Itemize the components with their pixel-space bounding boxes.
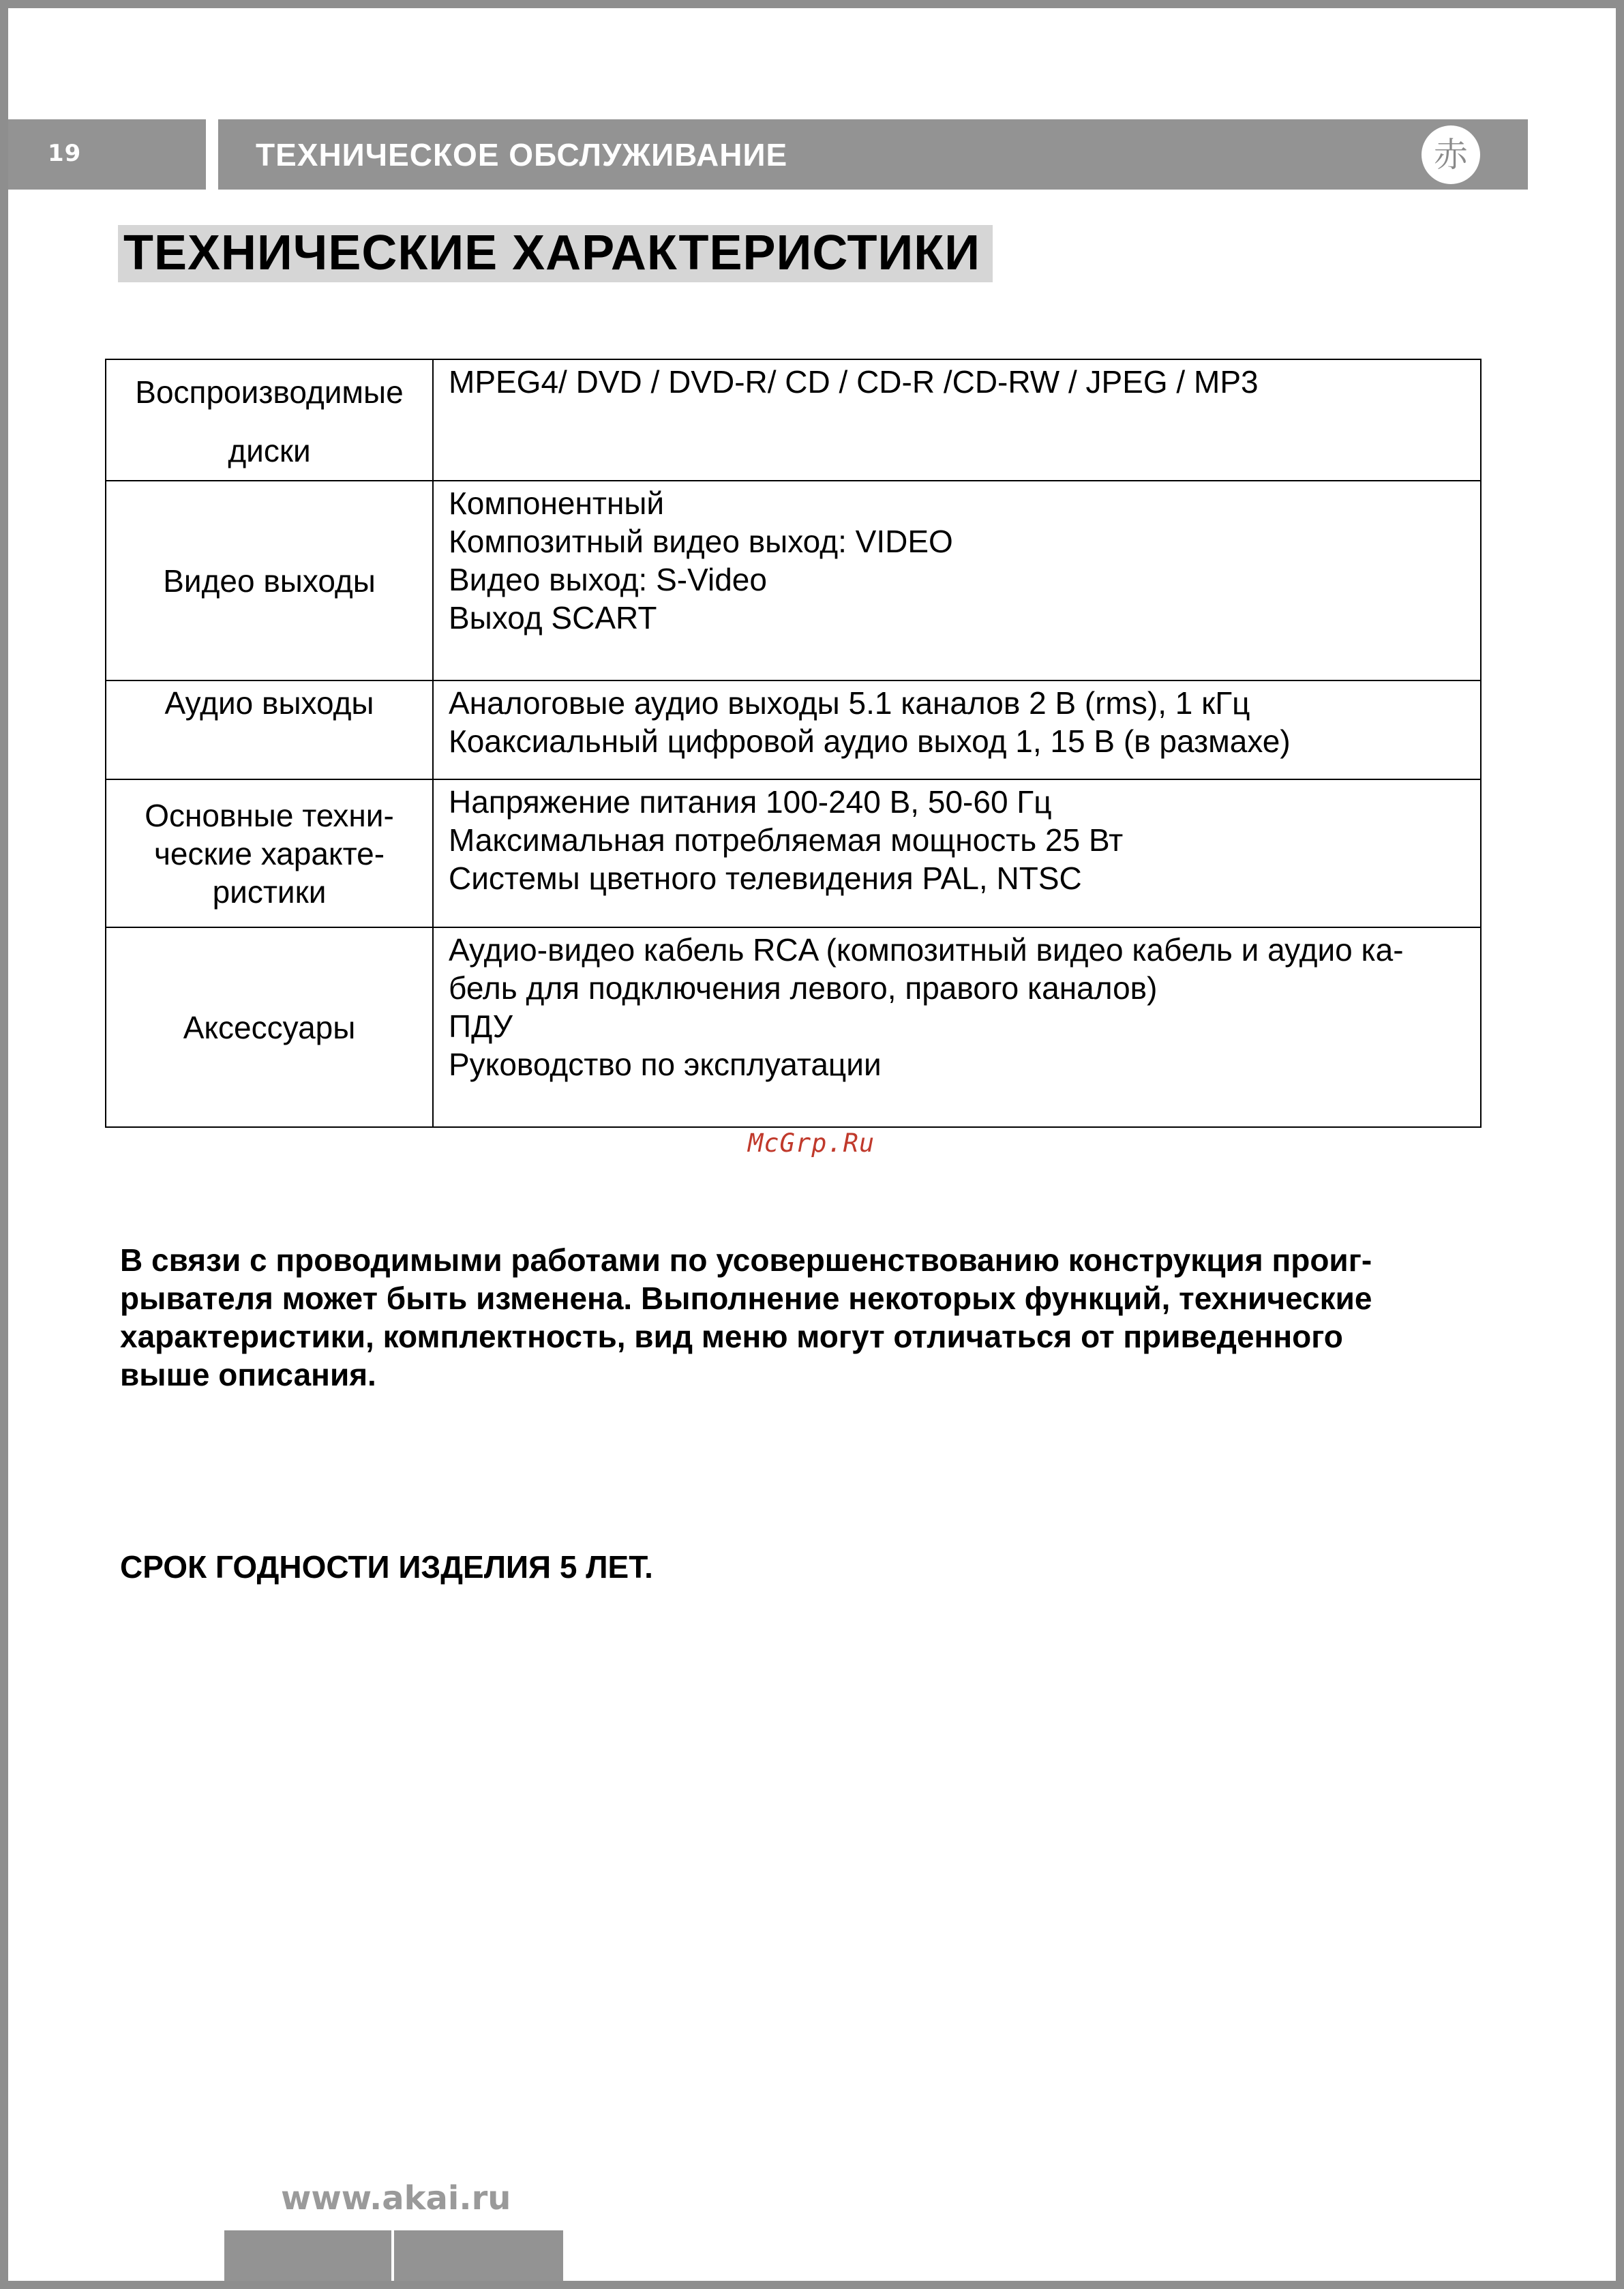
- spec-value-line: Аудио-видео кабель RCA (композитный видео кабель и аудио ка-: [449, 932, 1404, 968]
- notice-paragraph: [120, 1241, 1477, 1394]
- page-number-block: [8, 119, 206, 190]
- spec-value-line: Аналоговые аудио выходы 5.1 каналов 2 В (rms), 1 кГц: [449, 685, 1250, 721]
- spec-label-line: Аудио выходы: [164, 685, 374, 721]
- spec-label-line: Воспроизводимые: [135, 374, 404, 410]
- notice-line: характеристики, комплектность, вид меню могут отличаться от приведенного: [120, 1319, 1343, 1354]
- spec-value-line: Системы цветного телевидения PAL, NTSC: [449, 861, 1082, 896]
- spec-value-line: Компонентный: [449, 485, 665, 521]
- spec-value: [433, 359, 1481, 481]
- spec-label: [106, 779, 433, 927]
- brand-logo-glyph: 赤: [1434, 135, 1468, 175]
- notice-line: В связи с проводимыми работами по усовершенствованию конструкция проиг-: [120, 1242, 1372, 1278]
- page-number: 19: [48, 140, 82, 167]
- spec-value-line: Напряжение питания 100-240 В, 50-60 Гц: [449, 784, 1052, 820]
- spec-row: [106, 779, 1481, 927]
- spec-row: [106, 359, 1481, 481]
- spec-row: [106, 680, 1481, 779]
- notice-line: выше описания.: [120, 1357, 376, 1392]
- spec-value: [433, 481, 1481, 680]
- spec-label-line: Основные техни-: [145, 797, 394, 833]
- spec-label: [106, 359, 433, 481]
- spec-label-line: ческие характе-: [153, 835, 385, 871]
- spec-value: [433, 779, 1481, 927]
- spec-label-line: диски: [228, 433, 311, 468]
- spec-value: [433, 927, 1481, 1127]
- spec-table: [105, 359, 1482, 1128]
- spec-value: [433, 680, 1481, 779]
- spec-label: [106, 927, 433, 1127]
- spec-value-line: Видео выход: S-Video: [449, 562, 767, 597]
- spec-value-line: Композитный видео выход: VIDEO: [449, 524, 953, 559]
- spec-row: [106, 927, 1481, 1127]
- spec-value-line: ПДУ: [449, 1008, 513, 1044]
- spec-value-line: MPEG4/ DVD / DVD-R/ CD / CD-R /CD-RW / JPEG / MP3: [449, 364, 1259, 400]
- spec-label-line: Аксессуары: [183, 1009, 356, 1045]
- footer-tab: [224, 2230, 391, 2281]
- spec-label-line: Видео выходы: [163, 563, 376, 599]
- spec-value-line: Руководство по эксплуатации: [449, 1047, 882, 1082]
- brand-logo-icon: [1422, 125, 1480, 184]
- spec-label: [106, 680, 433, 779]
- page-title: ТЕХНИЧЕСКИЕ ХАРАКТЕРИСТИКИ: [118, 225, 993, 282]
- footer-tab: [394, 2230, 563, 2281]
- brand-logo-glyph-icon: [1422, 125, 1480, 184]
- spec-value-line: Максимальная потребляемая мощность 25 Вт: [449, 822, 1124, 858]
- spec-value-line: Коаксиальный цифровой аудио выход 1, 15 В (в размахе): [449, 723, 1291, 759]
- spec-value-line: Выход SCART: [449, 600, 657, 635]
- spec-label: [106, 481, 433, 680]
- footer-url: www.akai.ru: [281, 2179, 511, 2217]
- spec-label-line: ристики: [212, 873, 327, 910]
- section-header-title: ТЕХНИЧЕСКОЕ ОБСЛУЖИВАНИЕ: [256, 137, 788, 173]
- spec-value-line: бель для подключения левого, правого каналов): [449, 970, 1158, 1006]
- watermark: McGrp.Ru: [748, 1128, 875, 1158]
- spec-row: [106, 481, 1481, 680]
- notice-line: рывателя может быть изменена. Выполнение некоторых функций, технические: [120, 1281, 1372, 1316]
- shelf-life-note: СРОК ГОДНОСТИ ИЗДЕЛИЯ 5 ЛЕТ.: [120, 1549, 653, 1585]
